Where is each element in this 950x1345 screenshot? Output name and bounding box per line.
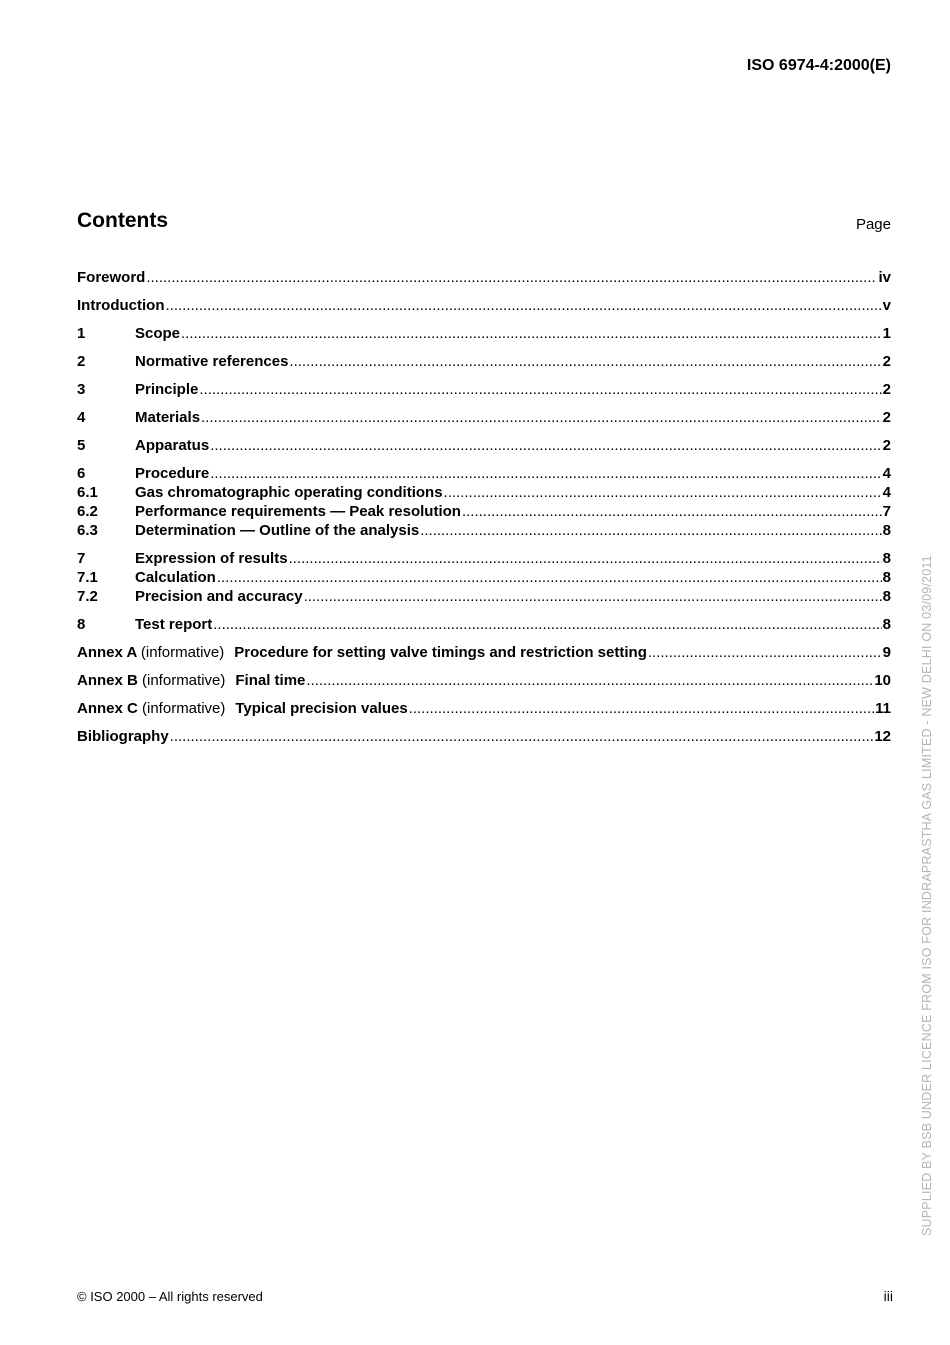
leader-dots [201,408,882,427]
leader-dots [289,352,881,371]
toc-entry-gc-operating-conditions[interactable] [77,483,891,502]
toc-label: Procedure for setting valve timings and restriction setting [234,644,647,661]
document-code: ISO 6974-4:2000(E) [746,57,891,74]
toc-page: 2 [882,381,891,398]
toc-page: 4 [882,465,891,482]
toc-page: 8 [882,550,891,567]
toc-entry-annex-a[interactable] [77,643,891,662]
toc-entry-annex-b[interactable] [77,671,891,690]
toc-number: 6.2 [77,503,98,520]
toc-entry-expression-of-results[interactable] [77,549,891,568]
leader-dots [306,671,873,690]
toc-number: 3 [77,381,86,398]
toc-page: iv [878,269,891,286]
toc-label: Bibliography [77,728,169,745]
contents-title: Contents [77,209,168,232]
toc-number: 1 [77,325,86,342]
toc-label: Final time [235,672,306,689]
toc-page: 10 [874,672,891,689]
toc-page: 2 [882,353,891,370]
toc-label: Scope [135,325,181,342]
toc-entry-principle[interactable] [77,380,891,399]
license-watermark: SUPPLIED BY BSB UNDER LICENCE FROM ISO FOR INDRAPRASTHA GAS LIMITED - NEW DELHI ON 03/09/2011 [920,555,934,1236]
page-column-label: Page [855,216,891,233]
annex-id: Annex C (informative) [77,700,226,717]
toc-label: Gas chromatographic operating conditions [135,484,443,501]
leader-dots [409,699,874,718]
toc-page: 8 [882,588,891,605]
toc-entry-materials[interactable] [77,408,891,427]
toc-number: 7 [77,550,86,567]
table-of-contents [77,268,891,746]
leader-dots [210,464,881,483]
toc-page: 2 [882,409,891,426]
toc-label: Normative references [135,353,289,370]
toc-entry-apparatus[interactable] [77,436,891,455]
leader-dots [199,380,881,399]
toc-entry-scope[interactable] [77,324,891,343]
toc-label: Procedure [135,465,210,482]
toc-label: Typical precision values [235,700,408,717]
toc-page: 9 [882,644,891,661]
toc-page: 8 [882,522,891,539]
toc-label: Performance requirements — Peak resolution [135,503,461,520]
toc-entry-introduction[interactable] [77,296,891,315]
toc-label: Materials [135,409,201,426]
toc-label: Expression of results [135,550,288,567]
toc-page: 2 [882,437,891,454]
leader-dots [146,268,877,287]
annex-id: Annex A (informative) [77,644,225,661]
toc-number: 5 [77,437,86,454]
toc-label: Determination — Outline of the analysis [135,522,420,539]
leader-dots [289,549,882,568]
toc-page: 1 [882,325,891,342]
leader-dots [648,643,882,662]
toc-entry-normative-references[interactable] [77,352,891,371]
toc-number: 4 [77,409,86,426]
toc-page: 12 [874,728,891,745]
toc-page: 8 [882,569,891,586]
toc-number: 2 [77,353,86,370]
toc-entry-annex-c[interactable] [77,699,891,718]
toc-entry-performance-requirements[interactable] [77,502,891,521]
toc-page: 4 [882,484,891,501]
toc-label: Test report [135,616,213,633]
toc-label: Principle [135,381,199,398]
toc-label: Precision and accuracy [135,588,303,605]
toc-number: 8 [77,616,86,633]
footer-copyright: © ISO 2000 – All rights reserved [77,1289,263,1304]
toc-page: 8 [882,616,891,633]
toc-page: 7 [882,503,891,520]
toc-entry-calculation[interactable] [77,568,891,587]
toc-entry-foreword[interactable] [77,268,891,287]
toc-page: v [882,297,891,314]
leader-dots [210,436,881,455]
toc-number: 6.3 [77,522,98,539]
toc-label: Foreword [77,269,146,286]
toc-entry-bibliography[interactable] [77,727,891,746]
toc-number: 6 [77,465,86,482]
toc-entry-test-report[interactable] [77,615,891,634]
footer-page-number: iii [883,1288,893,1304]
leader-dots [304,587,882,606]
toc-number: 6.1 [77,484,98,501]
toc-entry-procedure[interactable] [77,464,891,483]
leader-dots [170,727,874,746]
leader-dots [213,615,881,634]
toc-entry-precision-and-accuracy[interactable] [77,587,891,606]
toc-number: 7.2 [77,588,98,605]
toc-number: 7.1 [77,569,98,586]
toc-page: 11 [875,700,891,717]
toc-label: Introduction [77,297,165,314]
leader-dots [444,483,882,502]
leader-dots [165,296,881,315]
toc-label: Apparatus [135,437,210,454]
leader-dots [217,568,882,587]
toc-label: Calculation [135,569,216,586]
annex-id: Annex B (informative) [77,672,226,689]
leader-dots [420,521,881,540]
leader-dots [462,502,882,521]
toc-entry-determination[interactable] [77,521,891,540]
leader-dots [181,324,882,343]
